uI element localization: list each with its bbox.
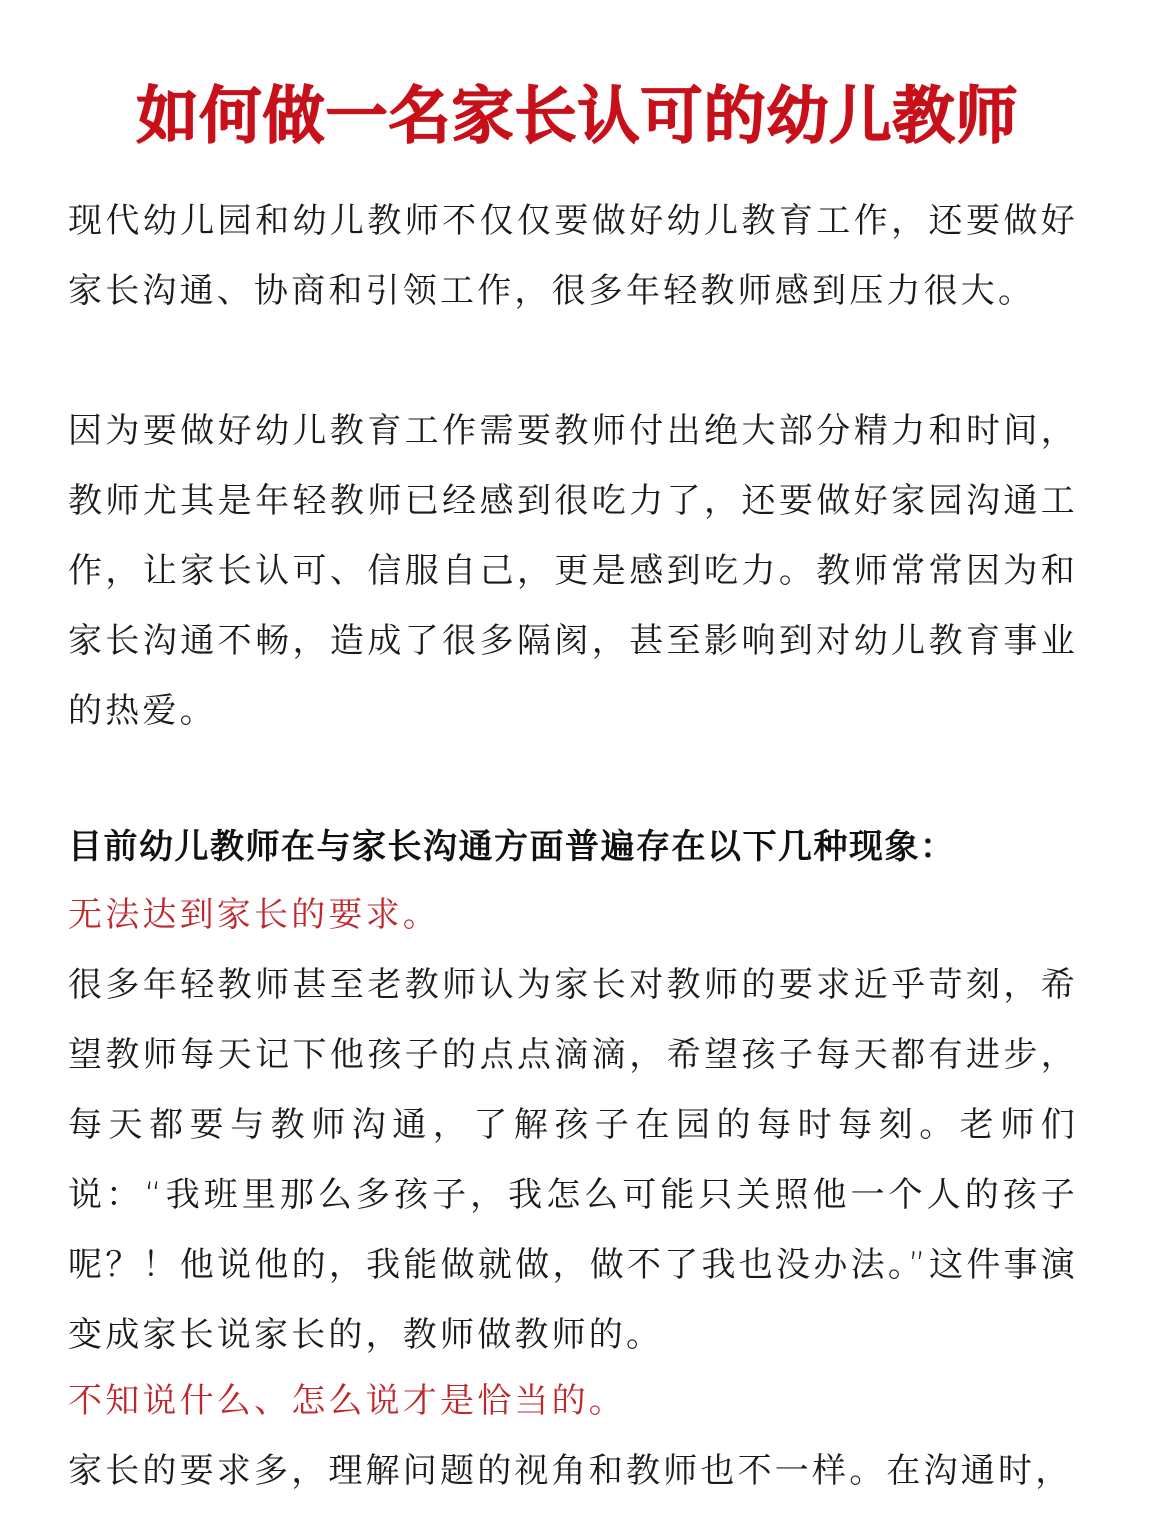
body-paragraph-requirements: 很多年轻教师甚至老教师认为家长对教师的要求近乎苛刻，希望教师每天记下他孩子的点点滴滴，希望孩子每天都有进步，每天都要与教师沟通，了解孩子在园的每时每刻。老师们说：“我班里那么多孩子，我怎么可能只关照他一个人的孩子呢？！他说他的，我能做就做，做不了我也没办法。”这件事演变成家长说家长的，教师做教师的。 bbox=[68, 965, 1078, 1355]
body-paragraph-pressure: 因为要做好幼儿教育工作需要教师付出绝大部分精力和时间，教师尤其是年轻教师已经感到很吃力了，还要做好家园沟通工作，让家长认可、信服自己，更是感到吃力。教师常常因为和家长沟通不畅，造成了很多隔阂，甚至影响到对幼儿教育事业的热爱。 bbox=[68, 411, 1078, 731]
subheading-what-to-say: 不知说什么、怎么说才是恰当的。 bbox=[68, 1381, 626, 1421]
subheading-cannot-meet-requirements: 无法达到家长的要求。 bbox=[68, 895, 440, 935]
body-paragraph-communication: 家长的要求多，理解问题的视角和教师也不一样。在沟通时， bbox=[68, 1451, 1073, 1491]
intro-paragraph: 现代幼儿园和幼儿教师不仅仅要做好幼儿教育工作，还要做好家长沟通、协商和引领工作，很多年轻教师感到压力很大。 bbox=[68, 201, 1078, 311]
section-heading-phenomena: 目前幼儿教师在与家长沟通方面普遍存在以下几种现象： bbox=[68, 827, 956, 867]
document-title: 如何做一名家长认可的幼儿教师 bbox=[136, 78, 1019, 152]
